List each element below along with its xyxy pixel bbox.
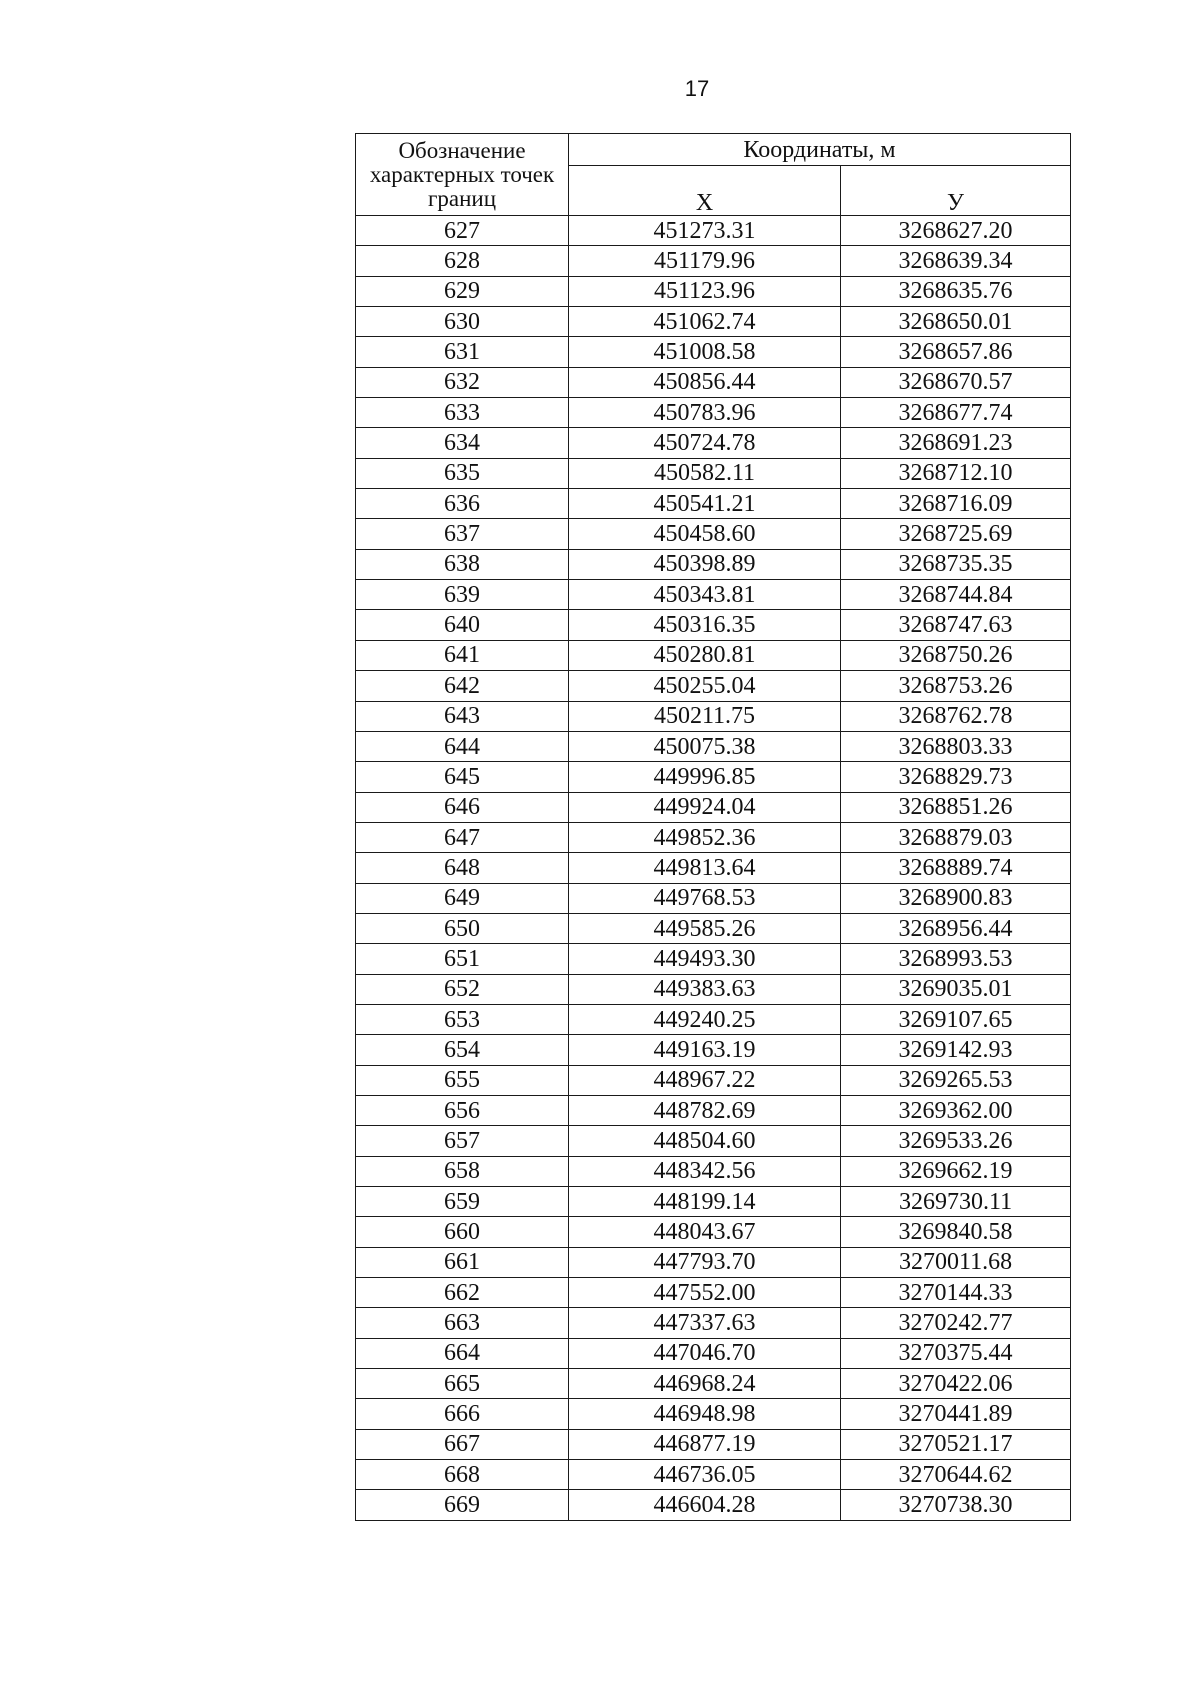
x-coordinate-cell: 450280.81 (569, 640, 841, 670)
x-coordinate-cell: 448043.67 (569, 1217, 841, 1247)
table-row (356, 519, 1071, 549)
point-cell: 640 (356, 610, 569, 640)
y-coordinate-cell: 3268956.44 (841, 913, 1071, 943)
x-coordinate-cell: 448342.56 (569, 1156, 841, 1186)
y-coordinate-cell: 3268639.34 (841, 246, 1071, 276)
y-coordinate-cell: 3268725.69 (841, 519, 1071, 549)
table-row (356, 853, 1071, 883)
point-cell: 633 (356, 398, 569, 428)
x-coordinate-cell: 451273.31 (569, 216, 841, 246)
table-row (356, 216, 1071, 246)
table-row (356, 731, 1071, 761)
table-row (356, 1460, 1071, 1490)
x-coordinate-cell: 449852.36 (569, 822, 841, 852)
point-cell: 658 (356, 1156, 569, 1186)
point-cell: 655 (356, 1065, 569, 1095)
y-coordinate-cell: 3268829.73 (841, 762, 1071, 792)
x-coordinate-cell: 448504.60 (569, 1126, 841, 1156)
table-row (356, 1126, 1071, 1156)
table-row (356, 610, 1071, 640)
point-cell: 647 (356, 822, 569, 852)
x-coordinate-cell: 449383.63 (569, 974, 841, 1004)
table-row (356, 458, 1071, 488)
y-coordinate-cell: 3268889.74 (841, 853, 1071, 883)
y-coordinate-cell: 3269730.11 (841, 1187, 1071, 1217)
x-coordinate-cell: 450783.96 (569, 398, 841, 428)
point-cell: 648 (356, 853, 569, 883)
y-coordinate-cell: 3268712.10 (841, 458, 1071, 488)
table-row (356, 367, 1071, 397)
y-coordinate-cell: 3268851.26 (841, 792, 1071, 822)
point-cell: 653 (356, 1004, 569, 1034)
point-cell: 650 (356, 913, 569, 943)
x-coordinate-cell: 450255.04 (569, 671, 841, 701)
header-x: X (569, 166, 841, 216)
table-row (356, 1156, 1071, 1186)
point-cell: 628 (356, 246, 569, 276)
y-coordinate-cell: 3269840.58 (841, 1217, 1071, 1247)
x-coordinate-cell: 450582.11 (569, 458, 841, 488)
point-cell: 627 (356, 216, 569, 246)
y-coordinate-cell: 3268735.35 (841, 549, 1071, 579)
table-row (356, 671, 1071, 701)
y-coordinate-cell: 3269533.26 (841, 1126, 1071, 1156)
y-coordinate-cell: 3268753.26 (841, 671, 1071, 701)
table-row (356, 1429, 1071, 1459)
y-coordinate-cell: 3268803.33 (841, 731, 1071, 761)
table-row (356, 1308, 1071, 1338)
point-cell: 661 (356, 1247, 569, 1277)
x-coordinate-cell: 450343.81 (569, 580, 841, 610)
x-coordinate-cell: 449768.53 (569, 883, 841, 913)
x-coordinate-cell: 449493.30 (569, 944, 841, 974)
header-point-designation: Обозначение характерных точек границ (356, 134, 569, 216)
x-coordinate-cell: 447552.00 (569, 1278, 841, 1308)
point-cell: 663 (356, 1308, 569, 1338)
table-row (356, 913, 1071, 943)
table-row (356, 1035, 1071, 1065)
x-coordinate-cell: 449924.04 (569, 792, 841, 822)
y-coordinate-cell: 3268677.74 (841, 398, 1071, 428)
point-cell: 644 (356, 731, 569, 761)
table-row (356, 1217, 1071, 1247)
point-cell: 637 (356, 519, 569, 549)
table-row (356, 1095, 1071, 1125)
y-coordinate-cell: 3270521.17 (841, 1429, 1071, 1459)
point-cell: 652 (356, 974, 569, 1004)
y-coordinate-cell: 3268635.76 (841, 276, 1071, 306)
table-row (356, 1247, 1071, 1277)
point-cell: 666 (356, 1399, 569, 1429)
table-row (356, 1399, 1071, 1429)
point-cell: 646 (356, 792, 569, 822)
table-row (356, 822, 1071, 852)
table-row (356, 1338, 1071, 1368)
y-coordinate-cell: 3268716.09 (841, 489, 1071, 519)
point-cell: 665 (356, 1369, 569, 1399)
point-cell: 669 (356, 1490, 569, 1520)
point-cell: 649 (356, 883, 569, 913)
point-cell: 638 (356, 549, 569, 579)
x-coordinate-cell: 451123.96 (569, 276, 841, 306)
y-coordinate-cell: 3268650.01 (841, 307, 1071, 337)
y-coordinate-cell: 3270644.62 (841, 1460, 1071, 1490)
table-row (356, 1369, 1071, 1399)
point-cell: 664 (356, 1338, 569, 1368)
table-row (356, 549, 1071, 579)
x-coordinate-cell: 450724.78 (569, 428, 841, 458)
y-coordinate-cell: 3270738.30 (841, 1490, 1071, 1520)
x-coordinate-cell: 447793.70 (569, 1247, 841, 1277)
y-coordinate-cell: 3270144.33 (841, 1278, 1071, 1308)
x-coordinate-cell: 450458.60 (569, 519, 841, 549)
table-row (356, 974, 1071, 1004)
point-cell: 630 (356, 307, 569, 337)
table-row (356, 398, 1071, 428)
x-coordinate-cell: 446948.98 (569, 1399, 841, 1429)
x-coordinate-cell: 451008.58 (569, 337, 841, 367)
y-coordinate-cell: 3268691.23 (841, 428, 1071, 458)
x-coordinate-cell: 449996.85 (569, 762, 841, 792)
x-coordinate-cell: 448967.22 (569, 1065, 841, 1095)
point-cell: 642 (356, 671, 569, 701)
y-coordinate-cell: 3269107.65 (841, 1004, 1071, 1034)
table-row (356, 1187, 1071, 1217)
point-cell: 634 (356, 428, 569, 458)
x-coordinate-cell: 448199.14 (569, 1187, 841, 1217)
table-row (356, 1490, 1071, 1520)
table-row (356, 1065, 1071, 1095)
point-cell: 632 (356, 367, 569, 397)
point-cell: 660 (356, 1217, 569, 1247)
table-row (356, 489, 1071, 519)
x-coordinate-cell: 449813.64 (569, 853, 841, 883)
table-row (356, 762, 1071, 792)
x-coordinate-cell: 450541.21 (569, 489, 841, 519)
point-cell: 656 (356, 1095, 569, 1125)
point-cell: 667 (356, 1429, 569, 1459)
y-coordinate-cell: 3268879.03 (841, 822, 1071, 852)
y-coordinate-cell: 3269362.00 (841, 1095, 1071, 1125)
table-row (356, 307, 1071, 337)
table-row (356, 337, 1071, 367)
point-cell: 662 (356, 1278, 569, 1308)
y-coordinate-cell: 3268750.26 (841, 640, 1071, 670)
y-coordinate-cell: 3269662.19 (841, 1156, 1071, 1186)
y-coordinate-cell: 3268747.63 (841, 610, 1071, 640)
x-coordinate-cell: 446877.19 (569, 1429, 841, 1459)
table-row (356, 246, 1071, 276)
point-cell: 643 (356, 701, 569, 731)
x-coordinate-cell: 448782.69 (569, 1095, 841, 1125)
table-row (356, 640, 1071, 670)
y-coordinate-cell: 3270375.44 (841, 1338, 1071, 1368)
table-row (356, 580, 1071, 610)
y-coordinate-cell: 3268670.57 (841, 367, 1071, 397)
point-cell: 645 (356, 762, 569, 792)
y-coordinate-cell: 3270242.77 (841, 1308, 1071, 1338)
table-row (356, 792, 1071, 822)
y-coordinate-cell: 3269035.01 (841, 974, 1071, 1004)
table-row (356, 944, 1071, 974)
x-coordinate-cell: 446736.05 (569, 1460, 841, 1490)
point-cell: 659 (356, 1187, 569, 1217)
x-coordinate-cell: 449585.26 (569, 913, 841, 943)
y-coordinate-cell: 3269142.93 (841, 1035, 1071, 1065)
page-number: 17 (684, 76, 710, 101)
y-coordinate-cell: 3268762.78 (841, 701, 1071, 731)
x-coordinate-cell: 447337.63 (569, 1308, 841, 1338)
header-y: У (841, 166, 1071, 216)
table-row (356, 1278, 1071, 1308)
table-row (356, 883, 1071, 913)
point-cell: 668 (356, 1460, 569, 1490)
y-coordinate-cell: 3268900.83 (841, 883, 1071, 913)
y-coordinate-cell: 3270422.06 (841, 1369, 1071, 1399)
x-coordinate-cell: 449240.25 (569, 1004, 841, 1034)
y-coordinate-cell: 3268993.53 (841, 944, 1071, 974)
y-coordinate-cell: 3269265.53 (841, 1065, 1071, 1095)
table-row (356, 428, 1071, 458)
x-coordinate-cell: 450211.75 (569, 701, 841, 731)
x-coordinate-cell: 451179.96 (569, 246, 841, 276)
table-body (356, 216, 1071, 1521)
y-coordinate-cell: 3268744.84 (841, 580, 1071, 610)
point-cell: 641 (356, 640, 569, 670)
header-coordinates: Координаты, м (569, 134, 1071, 166)
x-coordinate-cell: 450398.89 (569, 549, 841, 579)
point-cell: 639 (356, 580, 569, 610)
x-coordinate-cell: 450856.44 (569, 367, 841, 397)
point-cell: 635 (356, 458, 569, 488)
x-coordinate-cell: 450075.38 (569, 731, 841, 761)
y-coordinate-cell: 3268627.20 (841, 216, 1071, 246)
point-cell: 651 (356, 944, 569, 974)
point-cell: 631 (356, 337, 569, 367)
point-cell: 654 (356, 1035, 569, 1065)
coordinates-table (355, 133, 1071, 1521)
x-coordinate-cell: 447046.70 (569, 1338, 841, 1368)
x-coordinate-cell: 449163.19 (569, 1035, 841, 1065)
x-coordinate-cell: 451062.74 (569, 307, 841, 337)
x-coordinate-cell: 446604.28 (569, 1490, 841, 1520)
x-coordinate-cell: 446968.24 (569, 1369, 841, 1399)
table-row (356, 701, 1071, 731)
point-cell: 657 (356, 1126, 569, 1156)
table-header (356, 134, 1071, 216)
table-row (356, 1004, 1071, 1034)
y-coordinate-cell: 3270441.89 (841, 1399, 1071, 1429)
table-row (356, 276, 1071, 306)
point-cell: 636 (356, 489, 569, 519)
y-coordinate-cell: 3270011.68 (841, 1247, 1071, 1277)
x-coordinate-cell: 450316.35 (569, 610, 841, 640)
point-cell: 629 (356, 276, 569, 306)
y-coordinate-cell: 3268657.86 (841, 337, 1071, 367)
